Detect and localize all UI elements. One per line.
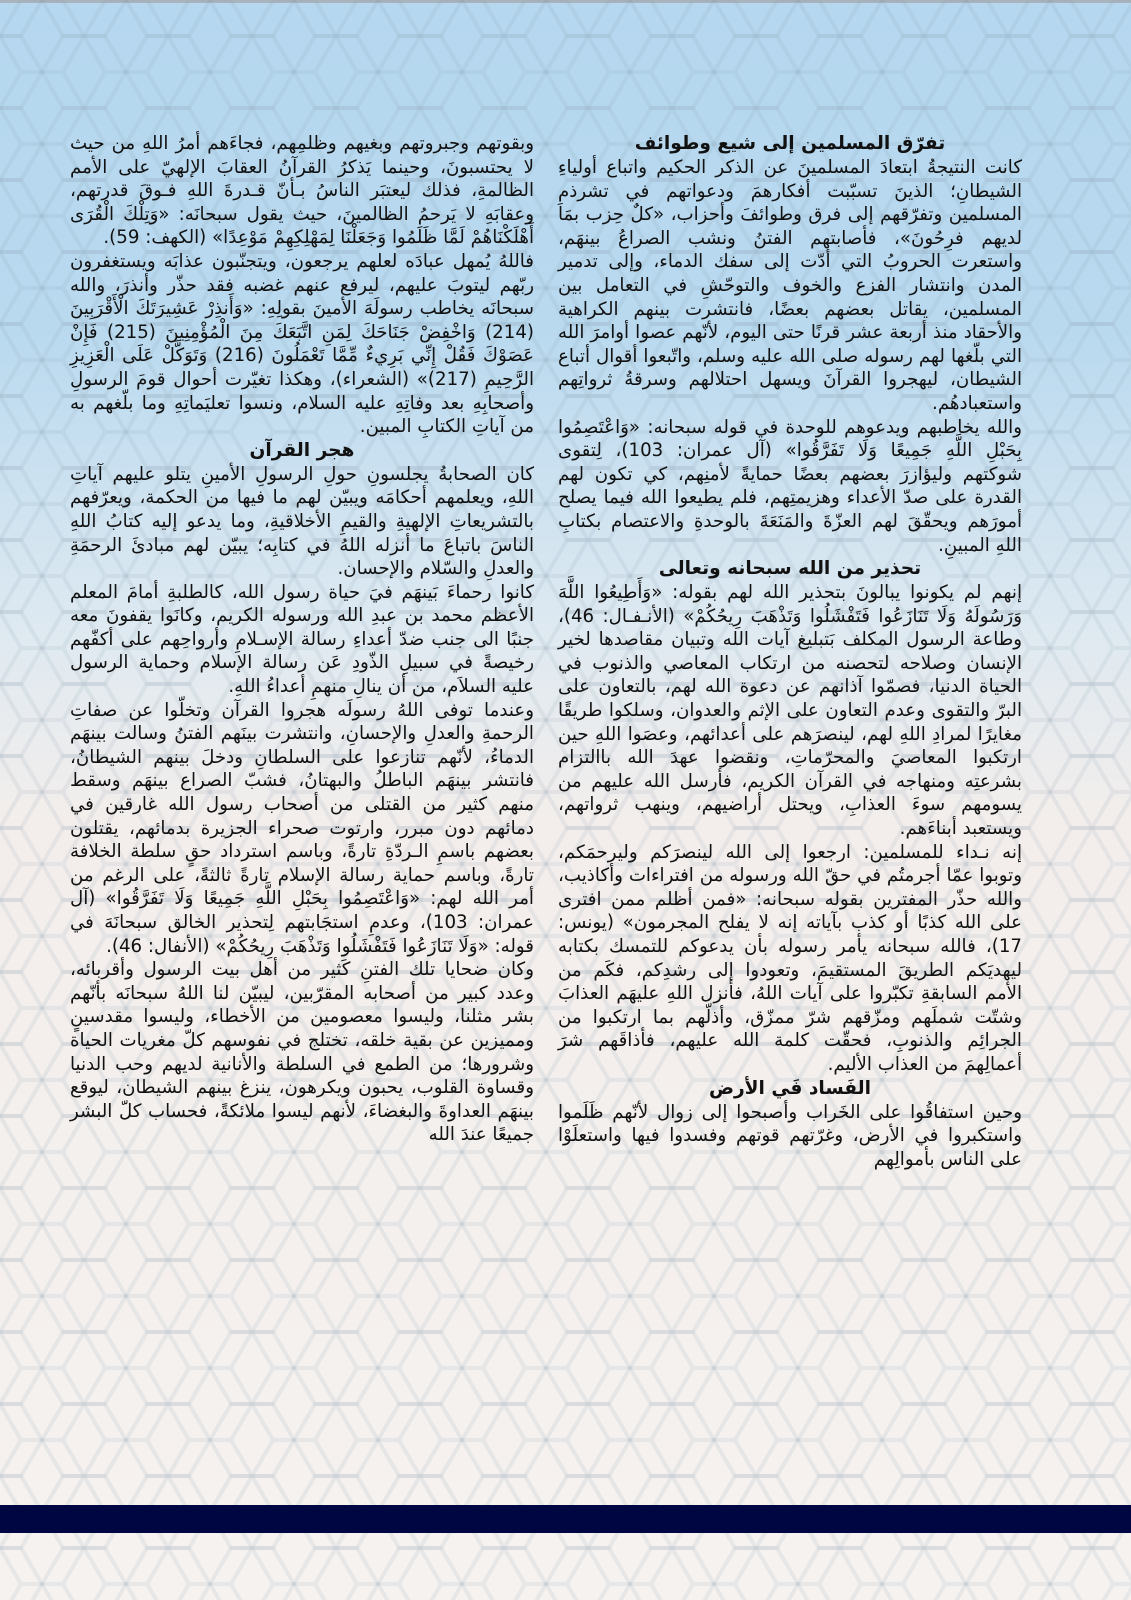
section-warning-from-god [558, 557, 1022, 1076]
section-sects-and-factions [558, 132, 1022, 557]
paragraph: كان الصحابةُ يجلسونِ حولِ الرسولِ الأمينِ يتلو عليهم آياتِ اللهِ، ويعلمهم أحكامَه ويبيّن لهم ما فيها من الحكمة، ويعرّفهم بالتشريعاتِ الإلهيةِ والقيمِ الأخلاقيةِ، وما يدعو إليه كتابُ اللهِ الناسَ باتباعَ ما أنزله اللهُ في كتابِه؛ يبيّن لهم مبادئَ الرحمَةِ والعدلِ والسّلام والإحسان. [70, 463, 534, 580]
section-continued-text [70, 132, 534, 439]
section-abandoning-quran [70, 439, 534, 1147]
right-column [558, 132, 1022, 1171]
paragraph: والله يخاطبهم ويدعوهم للوحدة في قوله سبحانه: «وَاعْتَصِمُوا بِحَبْلِ اللَّهِ جَمِيعًا وَلَا تَفَرَّقُوا» (آل عمران: 103)، لِتقوى شوكتهم وليؤازرَ بعضهم بعضًا حمايةً لأمنِهم، كي تكون لهم القدرة على صدّ الأعداء وهزيمتِهم، فلم يطيعوا الله فيما يصلح أمورَهم ويحقّقَ لهم العزّةَ والمَنَعَةَ بالوحدةِ والاعتصام بكتابِ اللهِ المبينِ. [558, 416, 1022, 556]
section-heading: الفَساد فَي الأرض [708, 1077, 872, 1099]
paragraph: وكان ضحايا تلك الفتنِ كَثير من أهل بيت الرسول وأقربائه، وعدد كبير من أصحابه المقرّبين، ليبيّن لنا اللهُ سبحانَه بأنّهم بشر مثلنا، وليسوا معصومين من الأخطاء، وليسوا مقدسينٍ ومميزين عن بقية خلقه، تختلج في نفوسهم كلّ مغريات الحياة وشرورها؛ من الطمع في السلطة والأنانية لديهم وحب الدنيا وقساوة القلوب، يحبون ويكرهون، ينزغ بينهم الشيطان، ليوقع بينهَم العداوةَ والبغضاءَ، لأنهم ليسوا ملائكةً، فحساب كلّ البشر جميعًا عندَ الله [70, 959, 534, 1146]
paragraph: وعندما توفى اللهُ رسولَه هجروا القرآن وتخلّوا عن صفاتِ الرحمةِ والعدلِ والإحسانِ، وانتشرت بينَهم الفتنُ وسالت بينهَم الدماءُ، لأنّهم تنازعوا على السلطانِ ودخلَ بينهم الشيطانُ، فانتشر بينهَم الباطلُ والبهتانُ، فشبّ الصراع بينهَم وسقط منهم كثير من القتلى من أصحاب رسول الله غارقين في دمائهم دون مبرر، وارتوت صحراء الجزيرة بدمائهم، يقتلون بعضهم باسمِ الـردّةِ تارةً، وباسم استرداد حقٍ سلطة الخلافة تارةً، وباسم حماية رسالة الإسلام تارةً ثالثةً، على الرغم من أمر الله لهم: «وَاعْتَصِمُوا بِحَبْلِ اللَّهِ جَمِيعًا وَلَا تَفَرَّقُوا» (آل عمران: 103)، وعدمِ استجَابتهم لِتحذير الخالق سبحانَهَ في قوله: «وَلَا تَنَازَعُوا فَتَفْشَلُوا وَتَذْهَبَ رِيحُكُمْ» (الأنفال: 46). [70, 699, 534, 957]
section-heading: تفرّق المسلمين إلى شيع وطوائف [634, 133, 946, 154]
footer-navy-bar [0, 1505, 1131, 1533]
paragraph: كانت النتيجةُ ابتعادَ المسلمينَ عن الذكر الحكيم واتباع أولياءِ الشيطانِ؛ الذينَ تسبّبت أفكارهمَ ودعواتهم في تشرذمِ المسلمين وتفرّقهم إلى فرق وطوائفَ وأحزاب، «كلٌ حِزب بمَا لديهم فرِحُونَ»، فأصابتهم الفتنُ ونشب الصراعُ بينهَم، واستعرت الحروبُ التي أدّت إلى سفك الدماء، وإلى تدمير المدن وانتشار الفزع والخوف والتوحّشِ في التعامل بين المسلمين، يقاتل بعضهم بعضًا، فانتشرت بينهم الكراهية والأحقاد منذ أربعة عشر قرنًا حتى اليوم، لأنّهم عصوا أوامرَ الله التي بلّغها لهم رسوله صلى الله عليه وسلم، واتّبعوا أقوال أتباع الشيطان، ليهجروا القرآنَ ويسهل احتلالهم وسرقةُ ثرواتِهم واستعبادهُم. [558, 157, 1022, 414]
paragraph: وحين استفاقُوا على الخَراب وأصبحوا إلى زوال لأنّهم ظَلَموا واستكبروا في الأرض، وغرّتهم قوتهم وفسدوا فيها واستعلَوْا على الناس بأموالِهم [558, 1101, 1022, 1170]
section-heading: هجر القرآن [249, 439, 355, 461]
paragraph: وبقوتهم وجبروتهم وبغيهم وظلمِهم، فجاءَهم أمرُ اللهِ من حيث لا يحتسبونَ، وحينما يَذكرُ القرآنُ العقابَ الإلهيّ على الأمم الظالمةِ، فذلك ليعتبَر الناسُ بـأنّ قـدرةَ اللهِ فـوقَ قدرتهم، وعقابَهِ لا يَرحمُ الظالمينَ، حيث يقول سبحانَه: «وَتِلْكَ الْقُرَى أَهْلَكْنَاهُمْ لَمَّا ظَلَمُوا وَجَعَلْنَا لِمَهْلِكِهِمْ مَوْعِدًا» (الكهف: 59). [70, 133, 534, 249]
paragraph: كانوا رحماءَ بَينهَم فيَ حياة رسول الله، كالطلبةِ أمامَ المعلم الأعظم محمد بن عبدِ الله ورسوله الكريم، وكانَوا يقفونَ معه جنبًا الى جنب ضدّ أعداءِ رسالة الإسـلامِ وأرواحِهم على أكفّهم رخيصةً في سبيلِ الذّودِ عَن رسالة الإسلام وحماية الرسول عليه السلاَم، من أن ينالِ منهمِ أعداءُ اللهِ. [70, 581, 534, 698]
section-corruption-on-earth [558, 1077, 1022, 1172]
paragraph: فاللهُ يُمهل عبادَه لعلهم يرجعون، ويتجنّبون عذابَه ويستغفرون ربّهم ليتوبَ عليهم، ليرفع عنهم غضبه فقد حذّر وأنذرَ، والله سبحانَه يخاطب رسولَهَ الأمينَ بقولِهِ: «وَأَنذِرْ عَشِيرَتَكَ الْأَقْرَبِينَ (214) وَاخْفِضْ جَنَاحَكَ لِمَنِ اتَّبَعَكَ مِنَ الْمُؤْمِنِينَ (215) فَإِنْ عَصَوْكَ فَقُلْ إِنِّي بَرِيءٌ مِّمَّا تَعْمَلُونَ (216) وَتَوَكَّلْ عَلَى الْعَزِيزِ الرَّحِيمِ (217)» (الشعراء)، وهكذا تغيّرت أحوال قومَ الرسولِ وأصحابِهِ بعد وفاتِهِ عليه السلام، ونسوا تعليَماتِهِ وما بلّغهم به من آياتِ الكتابِ المبين. [70, 250, 534, 438]
section-heading: تحذير من الله سبحانه وتعالى [658, 558, 922, 580]
paragraph: إنه نـداء للمسلمين: ارجعوا إلى الله لينصرَكم وليرحمَكم، وتوبوا عمّا أجرمتُم في حقّ الله ورسوله من افتراءات وأكاذيب، والله حذّر المفترين بقوله سبحانه: «فمن أظلم ممن افترى على الله كذبًا أو كذب بآياته إنه لا يفلح المجرمون» (يونس: 17)، فالله سبحانه يأمر رسوله بأن يدعوكم للتمسك بكتابه ليهديَكم الطريقَ المستقيمَ، وتعودوا إلى رشدِكم، فكَم من الأمم السابقةِ تكبّروا على آيات اللهُ، فأنزل اللهِ عليهَم العذابَ وشتّت شملَهم ومزّقهم شرّ ممزّق، وأذلّهم بما ارتكبوا من الجرائِم والذنوبِ، فحقّت كلمة الله عليهم، فأذاقَهم شرَ أعمالِهمَ من العذاب الأليم. [558, 841, 1022, 1075]
left-column [70, 132, 534, 1147]
paragraph: إنهم لم يكونوا يبالونَ بتحذير الله لهم بقوله: «وَأَطِيعُوا اللَّهَ وَرَسُولَهُ وَلَا تَنَازَعُوا فَتَفْشَلُوا وَتَذْهَبَ رِيحُكُمْ» (الأنـفـال: 46)، وطاعة الرسول المكلف بَتبليغ آيات الله وتبيان مقاصدها لخير الإنسان وصلاحه لتحصنه من ارتكاب المعاصي والذنوب في الحياة الدنيا، فصمّوا آذانهم عن دعوة الله لهم، بالتعاون على البرّ والتقوى وعدم التعاون على الإثم والعدوان، وسلكوا طريقًا مغايرًا لمرادِ اللهِ لهم، لينصرَهم على أعدائهم، وعصَوا اللهِ حين ارتكبوا المعاصيَ والمحرّماتِ، ونقضوا عهدَ الله باالتزام بشرعتِه ومنهاجه في القرآن الكريم، فأرسل الله عليهم من يسومهم سوءَ العذابِ، ويحتل أراضيهم، وينهب ثرواتهم، ويستعبد أبناءَهم. [558, 582, 1022, 840]
